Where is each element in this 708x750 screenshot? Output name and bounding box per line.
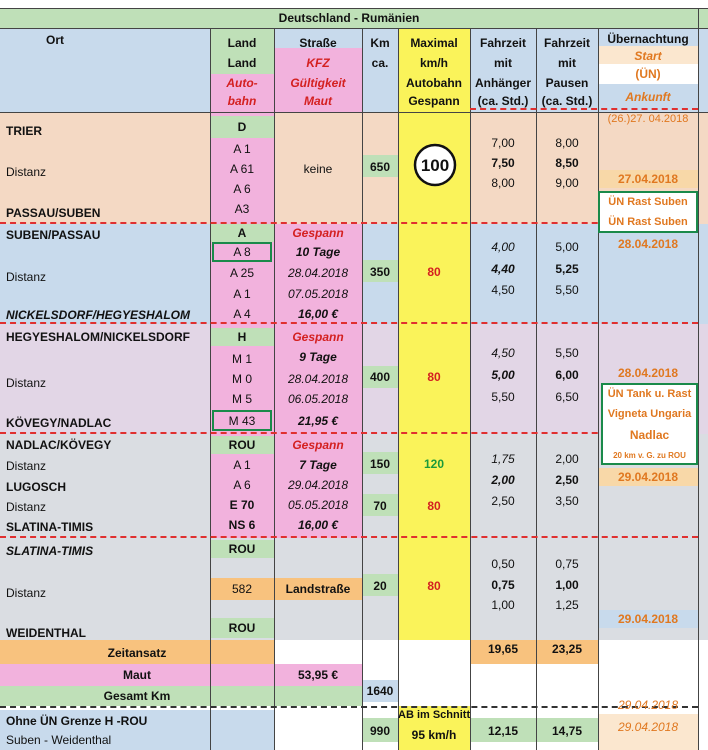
s5-km: 20	[373, 579, 387, 593]
s1-road-1: A 1	[233, 142, 251, 156]
header-land-2: Land	[227, 56, 257, 70]
s2-pause-2: 5,25	[555, 262, 579, 276]
s1-land: D	[237, 120, 247, 134]
s1-ueber-date: 27.04.2018	[617, 172, 679, 186]
zeitansatz-label: Zeitansatz	[107, 646, 167, 660]
s5-road: 582	[231, 582, 253, 596]
header-ueber-2: Start	[634, 49, 662, 63]
s1-anh-2: 7,50	[491, 156, 515, 170]
s3-strasse-3: 28.04.2018	[287, 372, 349, 386]
s1-pause-1: 8,00	[555, 136, 579, 150]
header-max-2: km/h	[419, 56, 448, 70]
s4-road-2: A 6	[233, 478, 251, 492]
s4-strasse-1: Gespann	[292, 438, 344, 452]
s1-ort-distanz: Distanz	[6, 165, 47, 179]
header-ueber-1: Übernachtung	[607, 32, 689, 46]
gesamt-value: 1640	[366, 684, 394, 698]
s3-road-1: M 1	[231, 352, 252, 366]
s4-anh-1: 1,75	[491, 452, 515, 466]
s3-strasse-1: Gespann	[292, 330, 344, 344]
s5-anh-2: 0,75	[491, 578, 515, 592]
s2-ueber: 28.04.2018	[617, 237, 679, 251]
header-ueber-4: Ankunft	[625, 90, 671, 104]
ohne-date-2: 29.04.2018	[617, 720, 679, 734]
speed-col	[398, 28, 470, 640]
s4-speed-1: 120	[423, 457, 445, 471]
header-fz-anh-2: mit	[494, 56, 512, 70]
speed-limit-sign	[413, 143, 457, 187]
ohne-label: Ohne ÜN Grenze H -ROU	[6, 714, 148, 728]
s2-road-3: A 1	[233, 287, 251, 301]
s2-strasse-3: 28.04.2018	[287, 266, 349, 280]
s4-road-4: NS 6	[228, 518, 256, 532]
s1-strasse: keine	[303, 162, 333, 176]
s4-land: ROU	[228, 438, 256, 452]
ohne-km: 990	[369, 724, 391, 738]
s5-anh-3: 1,00	[491, 598, 515, 612]
header-max-1: Maximal	[410, 36, 458, 50]
header-land-1: Land	[227, 36, 257, 50]
s5-pause-3: 1,25	[555, 598, 579, 612]
separator-4	[0, 536, 698, 538]
s4-pause-1: 2,00	[555, 452, 579, 466]
s3-ueber-box-4: 20 km v. G. zu ROU	[613, 451, 686, 460]
s5-anh-1: 0,50	[491, 557, 515, 571]
s5-strasse: Landstraße	[285, 582, 351, 596]
s3-anh-2: 5,00	[491, 368, 515, 382]
s2-road-4: A 4	[233, 307, 251, 321]
s3-pause-1: 5,50	[555, 346, 579, 360]
speed-limit-value: 100	[420, 156, 450, 175]
s5-land: ROU	[228, 542, 256, 556]
header-fz-anh-1: Fahrzeit	[479, 36, 526, 50]
gesamt-label: Gesamt Km	[103, 689, 171, 703]
s2-strasse-5: 16,00 €	[297, 307, 339, 321]
page-title: Deutschland - Rumänien	[278, 11, 420, 25]
header-ort: Ort	[46, 33, 64, 47]
s5-ort-end: WEIDENTHAL	[6, 626, 86, 640]
s2-land: A	[237, 226, 247, 240]
s2-strasse-1: Gespann	[292, 226, 344, 240]
s3-ueber: 28.04.2018	[617, 366, 679, 380]
header-fz-pause-3: Pausen	[545, 76, 589, 90]
s2-ort-start: SUBEN/PASSAU	[6, 228, 101, 242]
s5-land-end: ROU	[228, 621, 256, 635]
s5-speed: 80	[427, 579, 441, 593]
s4-ort-end: SLATINA-TIMIS	[6, 520, 94, 534]
s1-pause-3: 9,00	[555, 176, 579, 190]
s2-anh-1: 4,00	[491, 240, 515, 254]
s1-km: 650	[369, 160, 391, 174]
s3-road-2: M 0	[231, 372, 252, 386]
s4-ort-distanz-2: Distanz	[6, 500, 47, 514]
header-strasse-1: Straße	[299, 36, 337, 50]
ohne-ab: AB im Schnitt	[398, 709, 471, 721]
s2-km: 350	[369, 265, 391, 279]
header-max-3: Autobahn	[406, 76, 462, 90]
s4-pause-3: 3,50	[555, 494, 579, 508]
s3-ort-distanz: Distanz	[6, 376, 47, 390]
header-strasse-2: KFZ	[306, 56, 330, 70]
header-fz-pause-1: Fahrzeit	[543, 36, 590, 50]
s3-strasse-2: 9 Tage	[299, 350, 337, 364]
s2-road-1: A 8	[233, 245, 251, 259]
header-fz-anh-4: (ca. Std.)	[477, 94, 529, 108]
s5-ort-start: SLATINA-TIMIS	[6, 544, 94, 558]
s3-strasse-4: 06.05.2018	[287, 392, 349, 406]
separator-1	[0, 222, 698, 224]
ohne-pause: 14,75	[551, 724, 583, 738]
s3-pause-2: 6,00	[555, 368, 579, 382]
ohne-date-1: 29.04.2018	[617, 698, 679, 712]
s2-road-2: A 25	[229, 266, 255, 280]
ohne-anh: 12,15	[487, 724, 519, 738]
s4-anh-2: 2,00	[491, 473, 515, 487]
s4-ueber: 29.04.2018	[617, 470, 679, 484]
s3-anh-3: 5,50	[491, 390, 515, 404]
s3-strasse-5: 21,95 €	[297, 414, 339, 428]
s3-km: 400	[369, 370, 391, 384]
s4-strasse-2: 7 Tage	[299, 458, 337, 472]
s4-km-2: 70	[373, 499, 387, 513]
s1-ueber-box-1: ÜN Rast Suben	[608, 196, 688, 208]
s4-km-1: 150	[369, 457, 391, 471]
s1-ueber-box-2: ÜN Rast Suben	[608, 216, 688, 228]
header-land-4: bahn	[227, 94, 257, 108]
s4-strasse-4: 05.05.2018	[287, 498, 349, 512]
s2-anh-2: 4,40	[491, 262, 515, 276]
s4-strasse-3: 29.04.2018	[287, 478, 349, 492]
s3-pause-3: 6,50	[555, 390, 579, 404]
s1-ort-end: PASSAU/SUBEN	[6, 206, 101, 220]
s4-pause-2: 2,50	[555, 473, 579, 487]
header-fz-anh-3: Anhänger	[474, 76, 531, 90]
s4-speed-2: 80	[427, 499, 441, 513]
s3-road-3: M 5	[231, 392, 252, 406]
ohne-speed: 95 km/h	[411, 728, 457, 742]
s1-road-2: A 61	[229, 162, 255, 176]
s1-anh-1: 7,00	[491, 136, 515, 150]
maut-value: 53,95 €	[297, 668, 339, 682]
separator-2	[0, 322, 698, 324]
s3-road-4: M 43	[228, 414, 256, 428]
s3-land: H	[237, 330, 247, 344]
s1-ort-start: TRIER	[6, 124, 42, 138]
separator-3	[0, 432, 698, 434]
s4-anh-3: 2,50	[491, 494, 515, 508]
s4-ort-distanz-1: Distanz	[6, 459, 47, 473]
s5-ueber: 29.04.2018	[617, 612, 679, 626]
s2-pause-1: 5,00	[555, 240, 579, 254]
s4-road-1: A 1	[233, 458, 251, 472]
s3-ueber-box-3: Nadlac	[629, 428, 670, 442]
header-strasse-3: Gültigkeit	[290, 76, 346, 90]
zeitansatz-anh: 19,65	[487, 642, 519, 656]
s5-ort-distanz: Distanz	[6, 586, 47, 600]
header-ueber-3: (ÜN)	[635, 67, 661, 81]
separator-summary	[0, 706, 698, 708]
s4-ort-mid: LUGOSCH	[6, 480, 66, 494]
maut-label: Maut	[123, 668, 151, 682]
s3-speed: 80	[427, 370, 441, 384]
header-land-3: Auto-	[226, 76, 258, 90]
s5-pause-1: 0,75	[555, 557, 579, 571]
s3-ueber-box-1: ÜN Tank u. Rast	[607, 388, 692, 400]
s1-ueber-start: (26.)27. 04.2018	[607, 113, 689, 125]
s4-ort-start: NADLAC/KÖVEGY	[6, 438, 112, 452]
header-strasse-4: Maut	[304, 94, 332, 108]
s2-strasse-4: 07.05.2018	[287, 287, 349, 301]
s1-anh-3: 8,00	[491, 176, 515, 190]
route-label: Suben - Weidenthal	[6, 733, 112, 747]
s1-road-3: A 6	[233, 182, 251, 196]
s2-strasse-2: 10 Tage	[295, 245, 341, 259]
s2-ort-end: NICKELSDORF/HEGYESHALOM	[6, 308, 191, 322]
s3-ort-start: HEGYESHALOM/NICKELSDORF	[6, 330, 191, 344]
s1-pause-2: 8,50	[555, 156, 579, 170]
header-max-4: Gespann	[408, 94, 460, 108]
s5-pause-2: 1,00	[555, 578, 579, 592]
s3-anh-1: 4,50	[491, 346, 515, 360]
header-km-1: Km	[370, 36, 390, 50]
zeitansatz-pause: 23,25	[551, 642, 583, 656]
s3-ueber-box-2: Vigneta Ungaria	[607, 408, 692, 420]
header-fz-pause-2: mit	[558, 56, 576, 70]
s2-pause-3: 5,50	[555, 283, 579, 297]
s4-strasse-5: 16,00 €	[297, 518, 339, 532]
separator-header	[470, 108, 698, 110]
s4-road-3: E 70	[229, 498, 255, 512]
s2-anh-3: 4,50	[491, 283, 515, 297]
header-fz-pause-4: (ca. Std.)	[541, 94, 593, 108]
header-km-2: ca.	[371, 56, 389, 70]
s2-ort-distanz: Distanz	[6, 270, 47, 284]
s1-road-4: A3	[234, 202, 250, 216]
s2-speed: 80	[427, 265, 441, 279]
s3-ort-end-1: KÖVEGY/NADLAC	[6, 416, 112, 430]
